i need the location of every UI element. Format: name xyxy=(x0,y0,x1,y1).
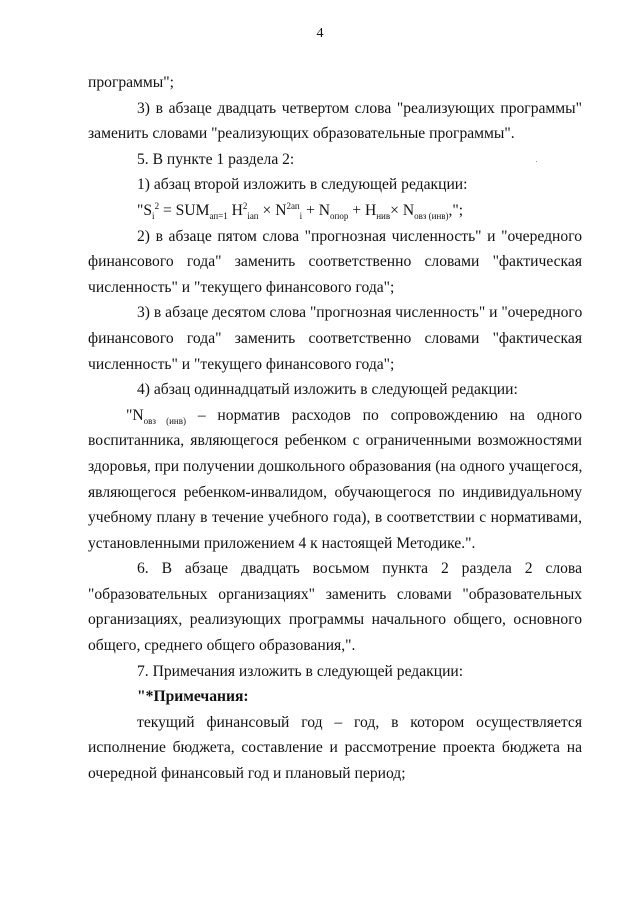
text-line: 2) в абзаце пятом слова "прогнозная численность" и "очередного xyxy=(137,227,582,245)
text-line: воспитанника, являющегося ребенком с ограниченными возможностями xyxy=(88,432,582,450)
formula-line: "$S_i^2 = SUM_{ап=1}$ $H^2_{iап} \times N^{2ап}_i + N_{опор} + H_{нив}\times N_{овз (инв)}$,"; xyxy=(137,200,464,222)
page-number: 4 xyxy=(316,26,324,41)
text-line: являющегося ребенком-инвалидом, обучающегося по индивидуальному xyxy=(88,483,582,501)
notes-heading: "*Примечания: xyxy=(137,688,249,706)
text-line: 3) в абзаце двадцать четвертом слова "реализующих программы" xyxy=(137,99,582,117)
text-line: 7. Примечания изложить в следующей редакции: xyxy=(137,662,464,680)
text-line: финансового года" заменить соответственно словами "фактическая xyxy=(88,329,582,347)
text-line: заменить словами "реализующих образовательные программы". xyxy=(88,125,515,143)
text-line: 1) абзац второй изложить в следующей редакции: xyxy=(137,176,468,194)
text-line: учебному плану в течение учебного года), в соответствии с нормативами, xyxy=(88,509,582,527)
text-line: 5. В пункте 1 раздела 2: xyxy=(137,150,295,168)
text-line: организациях, реализующих программы начального общего, основного xyxy=(88,611,582,629)
text-line: установленными приложением 4 к настоящей Методике.". xyxy=(88,534,476,552)
document-body xyxy=(88,70,582,787)
text-line: текущий финансовый год – год, в котором осуществляется xyxy=(137,713,582,731)
text-line: программы"; xyxy=(88,74,174,91)
text-line: исполнение бюджета, составление и рассмотрение проекта бюджета на xyxy=(88,739,582,757)
text-line: 6. В абзаце двадцать восьмом пункта 2 раздела 2 слова xyxy=(137,560,582,578)
text-line: "образовательных организациях" заменить словами "образовательных xyxy=(88,585,582,603)
text-line: финансового года" заменить соответственно словами "фактическая xyxy=(88,253,582,271)
text-line: 3) в абзаце десятом слова "прогнозная численность" и "очередного xyxy=(137,304,583,322)
text-line: 4) абзац одиннадцатый изложить в следующей редакции: xyxy=(137,381,518,399)
text-line: общего, среднего общего образования,". xyxy=(88,637,356,655)
text-line: численность" и "текущего финансового года"; xyxy=(88,355,395,373)
text-line: очередной финансовый год и плановый период; xyxy=(88,765,406,783)
text-line: численность" и "текущего финансового года"; xyxy=(88,278,395,296)
text-line: здоровья, при получении дошкольного образования (на одного учащегося, xyxy=(88,457,583,475)
norm-line: "$N_{овз (инв)}$ – норматив расходов по сопровождению на одного xyxy=(126,406,582,426)
